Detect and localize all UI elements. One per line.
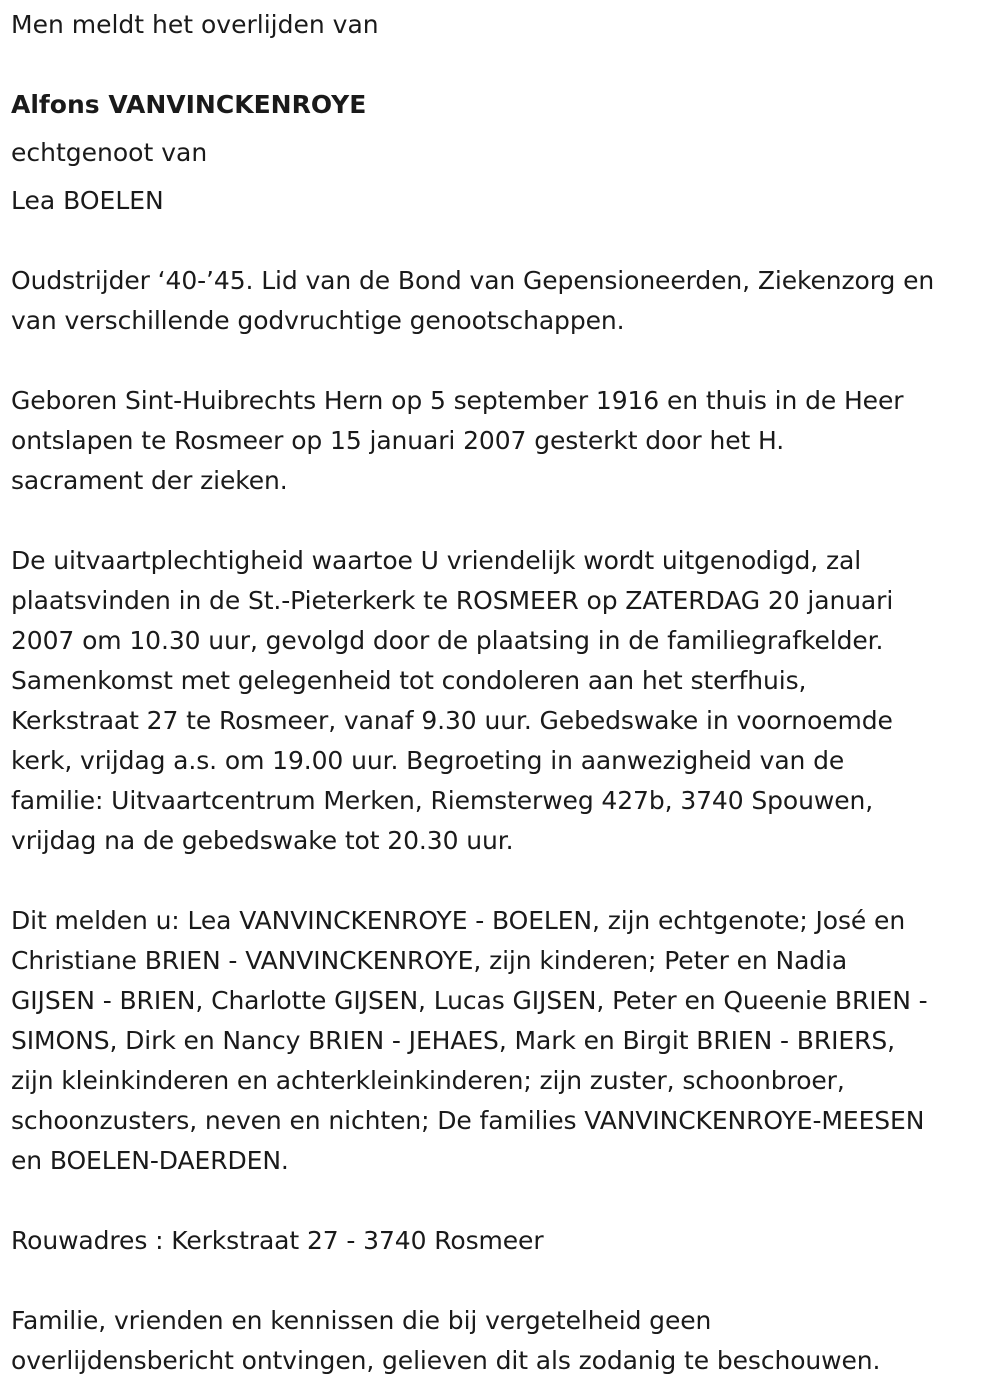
paragraph-line: sacrament der zieken. (11, 466, 288, 495)
deceased-name: Alfons VANVINCKENROYE (11, 90, 367, 119)
funeral-paragraph (11, 541, 996, 861)
address-paragraph (11, 1221, 996, 1261)
paragraph-line: van verschillende godvruchtige genootschappen. (11, 306, 625, 335)
paragraph-line: plaatsvinden in de St.-Pieterkerk te ROSMEER op ZATERDAG 20 januari (11, 586, 894, 615)
paragraph-line: Geboren Sint-Huibrechts Hern op 5 september 1916 en thuis in de Heer (11, 386, 904, 415)
paragraph-line: overlijdensbericht ontvingen, gelieven dit als zodanig te beschouwen. (11, 1346, 881, 1375)
intro-line: Men meldt het overlijden van (11, 10, 379, 39)
paragraph-line: 2007 om 10.30 uur, gevolgd door de plaatsing in de familiegrafkelder. (11, 626, 884, 655)
paragraph-line: zijn kleinkinderen en achterkleinkinderen; zijn zuster, schoonbroer, (11, 1066, 845, 1095)
paragraph-line: schoonzusters, neven en nichten; De families VANVINCKENROYE-MEESEN (11, 1106, 925, 1135)
spouse-name: Lea BOELEN (11, 186, 164, 215)
paragraph-line: kerk, vrijdag a.s. om 19.00 uur. Begroeting in aanwezigheid van de (11, 746, 845, 775)
paragraph-line: Dit melden u: Lea VANVINCKENROYE - BOELEN, zijn echtgenote; José en (11, 906, 906, 935)
paragraph-line: GIJSEN - BRIEN, Charlotte GIJSEN, Lucas GIJSEN, Peter en Queenie BRIEN - (11, 986, 928, 1015)
paragraph-line: De uitvaartplechtigheid waartoe U vriendelijk wordt uitgenodigd, zal (11, 546, 862, 575)
paragraph-line: SIMONS, Dirk en Nancy BRIEN - JEHAES, Mark en Birgit BRIEN - BRIERS, (11, 1026, 895, 1055)
paragraph-line: Samenkomst met gelegenheid tot condoleren aan het sterfhuis, (11, 666, 807, 695)
mourning-address: Rouwadres : Kerkstraat 27 - 3740 Rosmeer (11, 1226, 544, 1255)
family-paragraph (11, 901, 996, 1181)
paragraph-line: ontslapen te Rosmeer op 15 januari 2007 gesterkt door het H. (11, 426, 785, 455)
obituary-document (11, 5, 996, 1381)
paragraph-line: Kerkstraat 27 te Rosmeer, vanaf 9.30 uur. Gebedswake in voornoemde (11, 706, 893, 735)
birth-death-paragraph (11, 381, 996, 501)
closing-paragraph (11, 1301, 996, 1381)
paragraph-line: Christiane BRIEN - VANVINCKENROYE, zijn kinderen; Peter en Nadia (11, 946, 848, 975)
paragraph-line: Familie, vrienden en kennissen die bij vergetelheid geen (11, 1306, 712, 1335)
paragraph-line: Oudstrijder ‘40-’45. Lid van de Bond van Gepensioneerden, Ziekenzorg en (11, 266, 935, 295)
paragraph-line: vrijdag na de gebedswake tot 20.30 uur. (11, 826, 514, 855)
paragraph-line: familie: Uitvaartcentrum Merken, Riemsterweg 427b, 3740 Spouwen, (11, 786, 874, 815)
paragraph-line: en BOELEN-DAERDEN. (11, 1146, 289, 1175)
relation-label: echtgenoot van (11, 138, 208, 167)
affiliations-paragraph (11, 261, 996, 341)
